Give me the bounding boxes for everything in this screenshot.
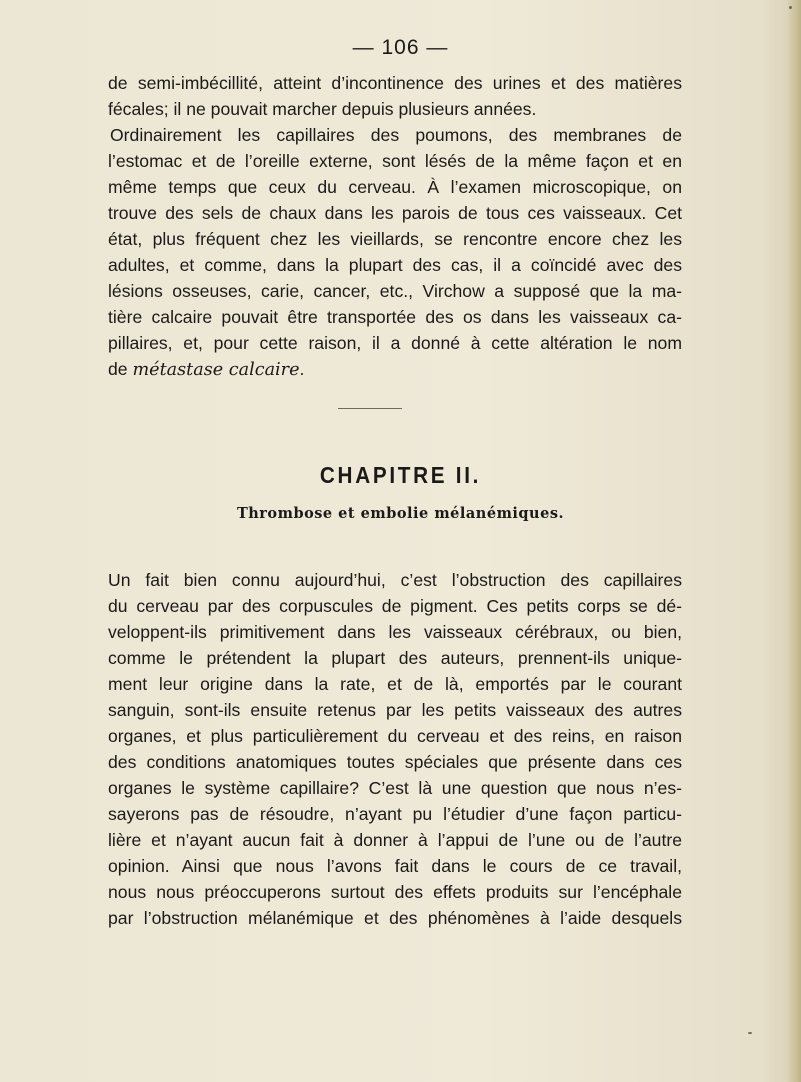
text-line: lésions osseuses, carie, cancer, etc., Virchow a supposé que la ma- xyxy=(108,281,682,301)
paragraph-1 xyxy=(108,70,682,382)
text-line: pillaires, et, pour cette raison, il a donné à cette altération le nom xyxy=(108,333,682,353)
text-line: lière et n’ayant aucun fait à donner à l’appui de l’une ou de l’autre xyxy=(108,830,682,850)
text-line: trouve des sels de chaux dans les parois de tous ces vaisseaux. Cet xyxy=(108,203,682,223)
paper-speck xyxy=(748,1032,752,1034)
chapter-subtitle: Thrombose et embolie mélanémiques. xyxy=(236,505,565,522)
page-number: — 106 — xyxy=(352,36,449,59)
chapter-title: CHAPITRE II. xyxy=(319,462,482,488)
text-line: sayerons pas de résoudre, n’ayant pu l’étudier d’une façon particu- xyxy=(108,804,682,824)
text-fragment: de xyxy=(108,359,133,379)
text-line: veloppent-ils primitivement dans les vaisseaux cérébraux, ou bien, xyxy=(108,622,682,642)
text-line: adultes, et comme, dans la plupart des cas, il a coïncidé avec des xyxy=(108,255,682,275)
text-line: organes, et plus particulièrement du cerveau et des reins, en raison xyxy=(108,726,682,746)
text-line: même temps que ceux du cerveau. À l’examen microscopique, on xyxy=(108,177,682,197)
text-line: organes le système capillaire? C’est là une question que nous n’es- xyxy=(108,778,682,798)
text-line: des conditions anatomiques toutes spéciales que présente dans ces xyxy=(108,752,682,772)
section-divider xyxy=(338,408,402,409)
text-line: Un fait bien connu aujourd’hui, c’est l’obstruction des capillaires xyxy=(108,570,682,590)
page-edge xyxy=(787,0,801,1082)
text-line: état, plus fréquent chez les vieillards, se rencontre encore chez les xyxy=(108,229,682,249)
text-fragment: . xyxy=(299,359,305,379)
text-line: par l’obstruction mélanémique et des phénomènes à l’aide desquels xyxy=(108,908,682,928)
text-line: fécales; il ne pouvait marcher depuis plusieurs années. xyxy=(108,99,537,119)
text-line: du cerveau par des corpuscules de pigment. Ces petits corps se dé- xyxy=(108,596,682,616)
text-line-last xyxy=(108,356,682,382)
paper-speck xyxy=(789,6,792,9)
text-line: nous nous préoccuperons surtout des effets produits sur l’encéphale xyxy=(108,882,682,902)
text-line: comme le prétendent la plupart des auteurs, prennent-ils unique- xyxy=(108,648,682,668)
text-line: tière calcaire pouvait être transportée des os dans les vaisseaux ca- xyxy=(108,307,682,327)
text-line: opinion. Ainsi que nous l’avons fait dans le cours de ce travail, xyxy=(108,856,682,876)
text-line: Ordinairement les capillaires des poumons, des membranes de xyxy=(110,125,682,145)
paragraph-2 xyxy=(108,567,682,931)
text-line: l’estomac et de l’oreille externe, sont lésés de la même façon et en xyxy=(108,151,682,171)
italic-term: métastase calcaire xyxy=(132,360,300,380)
text-line: ment leur origine dans la rate, et de là, emportés par le courant xyxy=(108,674,682,694)
text-line: de semi-imbécillité, atteint d’incontinence des urines et des matières xyxy=(108,73,682,93)
text-line: sanguin, sont-ils ensuite retenus par les petits vaisseaux des autres xyxy=(108,700,682,720)
